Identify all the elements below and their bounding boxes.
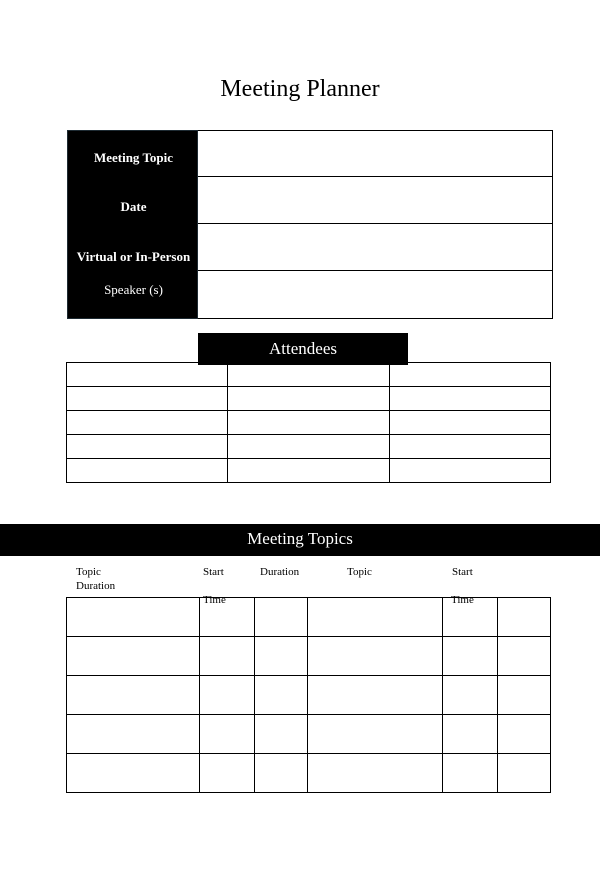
table-row xyxy=(67,411,551,435)
start-time-cell[interactable] xyxy=(199,715,254,754)
topic-cell[interactable] xyxy=(67,637,200,676)
topic-cell[interactable] xyxy=(308,754,443,793)
table-row xyxy=(67,459,551,483)
duration-cell[interactable] xyxy=(498,754,551,793)
attendee-cell[interactable] xyxy=(228,459,389,483)
attendee-cell[interactable] xyxy=(228,435,389,459)
table-row xyxy=(67,637,551,676)
start-time-cell[interactable] xyxy=(443,637,498,676)
start-header-2: Start xyxy=(452,566,473,578)
attendees-heading: Attendees xyxy=(198,333,408,365)
start-time-cell[interactable] xyxy=(443,715,498,754)
attendees-table xyxy=(66,362,551,483)
info-label-column xyxy=(67,130,198,319)
meeting-topic-label: Meeting Topic xyxy=(93,150,174,165)
attendee-cell[interactable] xyxy=(67,411,228,435)
table-row xyxy=(67,435,551,459)
page-title: Meeting Planner xyxy=(220,76,380,102)
duration-cell[interactable] xyxy=(254,715,308,754)
attendee-cell[interactable] xyxy=(389,459,550,483)
table-row xyxy=(67,715,551,754)
attendee-cell[interactable] xyxy=(228,411,389,435)
attendee-cell[interactable] xyxy=(67,387,228,411)
topic-cell[interactable] xyxy=(308,676,443,715)
start-time-cell[interactable] xyxy=(199,676,254,715)
virtual-or-in-person-field[interactable] xyxy=(198,225,552,271)
table-row xyxy=(67,754,551,793)
start-header-1: Start xyxy=(203,566,224,578)
meeting-topics-heading: Meeting Topics xyxy=(0,524,600,556)
topic-cell[interactable] xyxy=(308,598,443,637)
duration-cell[interactable] xyxy=(254,598,308,637)
table-row xyxy=(67,598,551,637)
topic-header-1: Topic xyxy=(76,566,101,578)
attendee-cell[interactable] xyxy=(67,459,228,483)
topic-cell[interactable] xyxy=(308,715,443,754)
duration-cell[interactable] xyxy=(498,676,551,715)
topic-cell[interactable] xyxy=(67,754,200,793)
start-time-cell[interactable] xyxy=(199,754,254,793)
speaker-label: Speaker (s) xyxy=(104,282,163,297)
duration-header-1: Duration xyxy=(260,566,300,578)
topic-cell[interactable] xyxy=(308,637,443,676)
attendee-cell[interactable] xyxy=(389,411,550,435)
topic-cell[interactable] xyxy=(67,715,200,754)
start-time-cell[interactable] xyxy=(443,676,498,715)
duration-cell[interactable] xyxy=(254,754,308,793)
attendee-cell[interactable] xyxy=(67,435,228,459)
topic-cell[interactable] xyxy=(67,598,200,637)
info-field-column xyxy=(198,130,553,319)
topic-header-2: Topic xyxy=(347,566,372,578)
duration-cell[interactable] xyxy=(254,676,308,715)
date-field[interactable] xyxy=(198,178,552,224)
topic-cell[interactable] xyxy=(67,676,200,715)
table-row xyxy=(67,363,551,387)
start-time-cell[interactable] xyxy=(199,637,254,676)
meeting-topics-table xyxy=(66,597,551,793)
table-row xyxy=(67,676,551,715)
virtual-or-in-person-label: Virtual or In-Person xyxy=(76,249,191,264)
attendee-cell[interactable] xyxy=(389,435,550,459)
attendee-cell[interactable] xyxy=(389,387,550,411)
attendee-cell[interactable] xyxy=(228,363,389,387)
duration-cell[interactable] xyxy=(254,637,308,676)
attendee-cell[interactable] xyxy=(67,363,228,387)
time-header-2: Time xyxy=(451,594,474,606)
table-row xyxy=(67,387,551,411)
duration-cell[interactable] xyxy=(498,598,551,637)
date-label: Date xyxy=(120,199,147,214)
speaker-field[interactable] xyxy=(198,272,552,318)
attendee-cell[interactable] xyxy=(389,363,550,387)
start-time-cell[interactable] xyxy=(443,754,498,793)
duration-cell[interactable] xyxy=(498,715,551,754)
duration-cell[interactable] xyxy=(498,637,551,676)
attendee-cell[interactable] xyxy=(228,387,389,411)
meeting-topic-field[interactable] xyxy=(198,131,552,177)
duration-header-wrap: Duration xyxy=(76,580,116,592)
time-header-1: Time xyxy=(203,594,226,606)
